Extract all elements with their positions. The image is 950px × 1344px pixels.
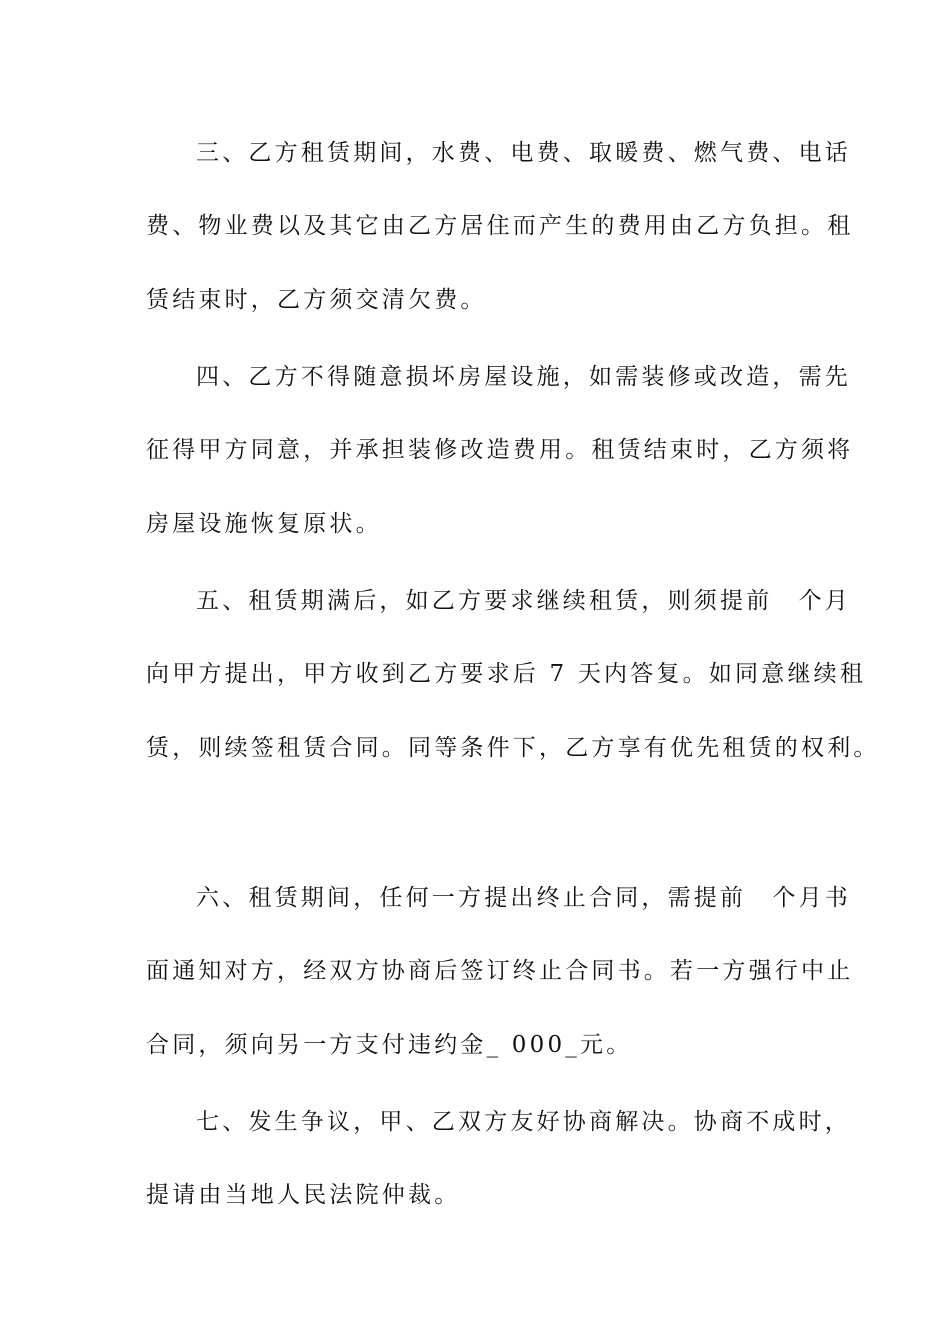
paragraph-6-line-1: 六、租赁期间，任何一方提出终止合同，需提前 个月书 <box>196 885 851 911</box>
paragraph-4-line-3: 房屋设施恢复原状。 <box>146 511 382 537</box>
paragraph-3-line-2: 费、物业费以及其它由乙方居住而产生的费用由乙方负担。租 <box>146 213 854 239</box>
paragraph-4-line-2: 征得甲方同意，并承担装修改造费用。租赁结束时，乙方须将 <box>146 437 854 463</box>
paragraph-5-line-2: 向甲方提出，甲方收到乙方要求后 7 天内答复。如同意继续租 <box>146 661 867 687</box>
paragraph-5-line-3: 赁，则续签租赁合同。同等条件下，乙方享有优先租赁的权利。 <box>146 735 880 761</box>
paragraph-6-line-2: 面通知对方，经双方协商后签订终止合同书。若一方强行中止 <box>146 958 854 984</box>
paragraph-7-line-1: 七、发生争议，甲、乙双方友好协商解决。协商不成时， <box>196 1109 851 1135</box>
paragraph-3-line-3: 赁结束时，乙方须交清欠费。 <box>146 287 487 313</box>
paragraph-6-line-3: 合同，须向另一方支付违约金_ 000_元。 <box>146 1032 633 1058</box>
paragraph-7-line-2: 提请由当地人民法院仲裁。 <box>146 1182 461 1208</box>
paragraph-5-line-1: 五、租赁期满后，如乙方要求继续租赁，则须提前 个月 <box>196 588 851 614</box>
paragraph-3-line-1: 三、乙方租赁期间，水费、电费、取暖费、燃气费、电话 <box>196 140 851 166</box>
paragraph-4-line-1: 四、乙方不得随意损坏房屋设施，如需装修或改造，需先 <box>196 364 851 390</box>
